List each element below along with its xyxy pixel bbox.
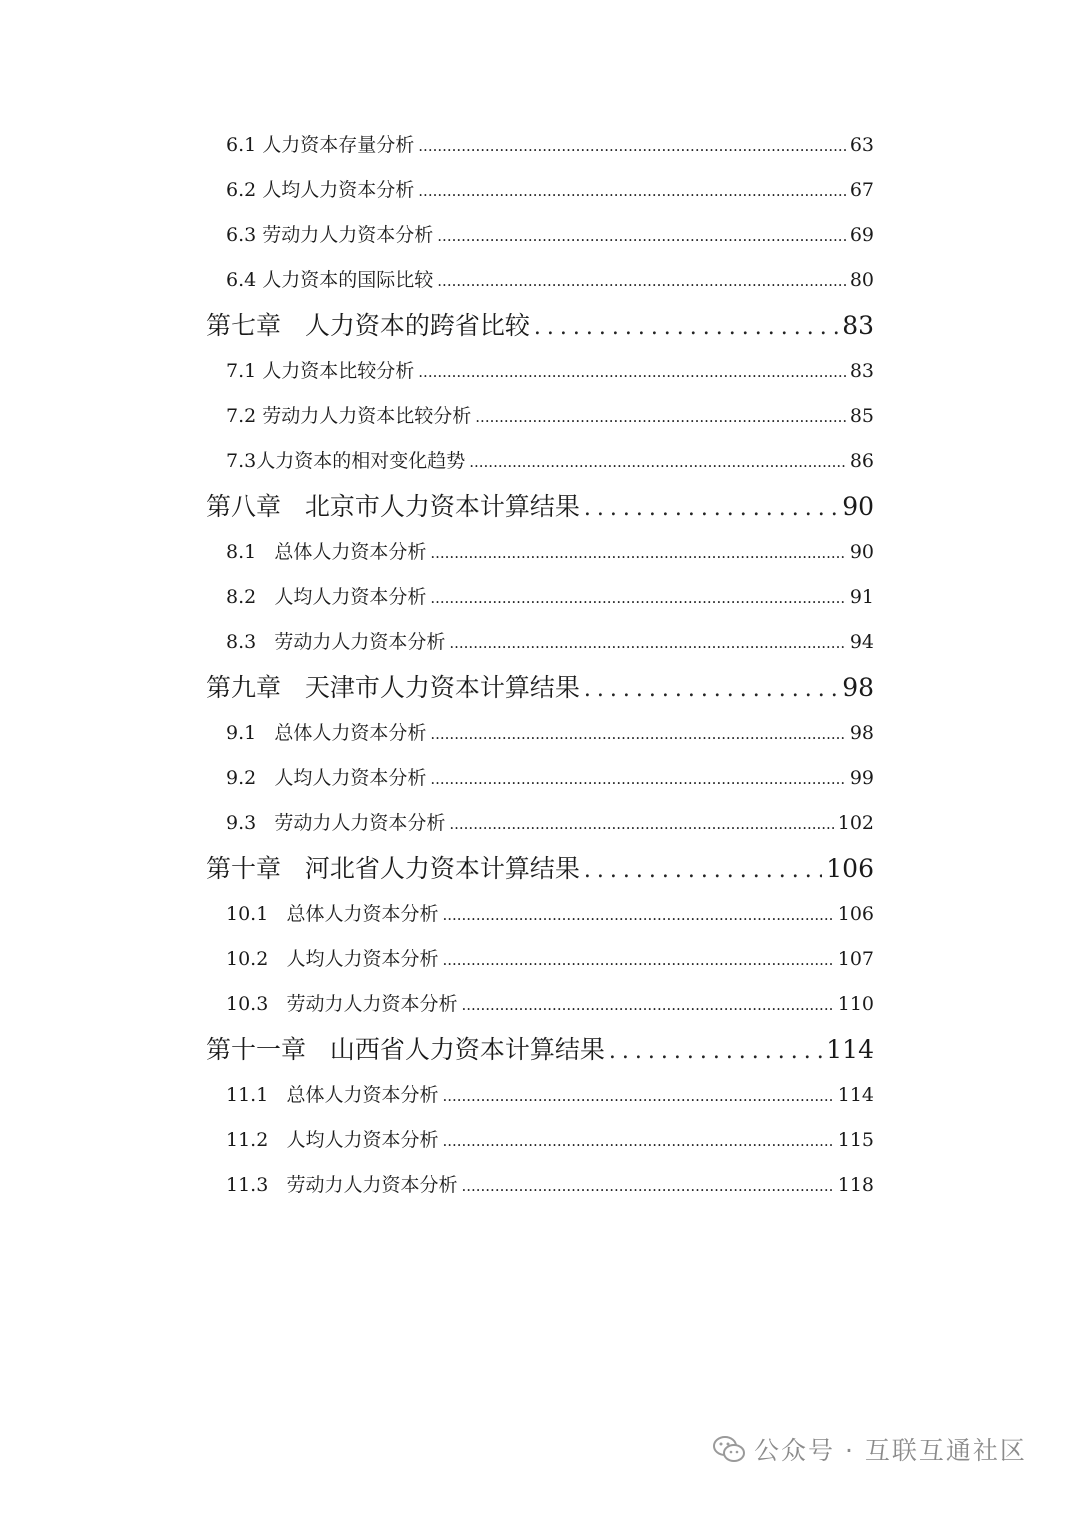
dot-leader: [418, 363, 846, 381]
toc-entry[interactable]: [226, 1080, 874, 1107]
chapter-title: 河北省人力资本计算结果: [304, 854, 580, 883]
page-number: 106: [837, 903, 874, 925]
dot-leader: [418, 137, 846, 155]
section-number: 7.2: [226, 405, 257, 427]
dot-leader: [469, 453, 846, 471]
toc-entry[interactable]: [226, 944, 874, 971]
page-number: 115: [837, 1129, 874, 1151]
chapter-number: 第八章: [206, 492, 282, 521]
section-number: 6.3: [226, 224, 257, 246]
page-number: 63: [849, 134, 874, 156]
section-number: 6.2: [226, 179, 257, 201]
section-number: 7.1: [226, 360, 257, 382]
toc-entry[interactable]: [226, 265, 874, 292]
page-number: 83: [842, 311, 874, 340]
toc-entry[interactable]: [226, 175, 874, 202]
section-title: 劳动力人力资本分析: [274, 812, 446, 834]
dot-leader: [449, 815, 833, 833]
section-number: 7.3: [226, 450, 257, 472]
page-number: 94: [849, 631, 874, 653]
page-number: 83: [849, 360, 874, 382]
dot-leader: [449, 634, 845, 652]
dot-leader: [609, 1039, 822, 1064]
dot-leader: [437, 227, 846, 245]
section-title: 劳动力人力资本分析: [286, 993, 458, 1015]
dot-leader: [442, 951, 833, 969]
page-number: 107: [837, 948, 874, 970]
page-number: 80: [849, 269, 874, 291]
dot-leader: [584, 858, 822, 883]
page-number: 86: [849, 450, 874, 472]
chapter-title: 天津市人力资本计算结果: [304, 673, 580, 702]
dot-leader: [534, 315, 838, 340]
section-title: 人均人力资本分析: [286, 948, 439, 970]
watermark: [712, 1429, 1027, 1469]
section-number: 11.3: [226, 1174, 269, 1196]
page-number: 106: [826, 854, 874, 883]
section-title: 人均人力资本分析: [286, 1129, 439, 1151]
section-title: 劳动力人力资本分析: [274, 631, 446, 653]
chapter-number: 第七章: [206, 311, 282, 340]
dot-leader: [430, 544, 845, 562]
section-title: 人均人力资本分析: [274, 586, 427, 608]
dot-leader: [442, 1132, 833, 1150]
toc-entry[interactable]: [226, 899, 874, 926]
toc-entry[interactable]: [226, 763, 874, 790]
toc-entry[interactable]: [226, 1170, 874, 1197]
section-title: 劳动力人力资本比较分析: [262, 405, 472, 427]
section-title: 人力资本比较分析: [262, 360, 415, 382]
dot-leader: [437, 272, 846, 290]
section-title: 人力资本的国际比较: [262, 269, 434, 291]
toc-chapter-entry[interactable]: [206, 306, 874, 342]
toc-entry[interactable]: [226, 401, 874, 428]
section-title: 总体人力资本分析: [274, 722, 427, 744]
section-title: 人均人力资本分析: [274, 767, 427, 789]
chapter-number: 第九章: [206, 673, 282, 702]
dot-leader: [461, 996, 833, 1014]
dot-leader: [430, 725, 845, 743]
chapter-title: 山西省人力资本计算结果: [329, 1035, 605, 1064]
toc-entry[interactable]: [226, 130, 874, 157]
toc-entry[interactable]: [226, 220, 874, 247]
dot-leader: [430, 770, 845, 788]
toc-chapter-entry[interactable]: [206, 668, 874, 704]
chapter-number: 第十一章: [206, 1035, 307, 1064]
toc-entry[interactable]: [226, 537, 874, 564]
section-number: 6.4: [226, 269, 257, 291]
page-number: 69: [849, 224, 874, 246]
toc-entry[interactable]: [226, 718, 874, 745]
section-number: 8.2: [226, 586, 257, 608]
toc-entry[interactable]: [226, 582, 874, 609]
section-title: 人力资本的相对变化趋势: [256, 450, 466, 472]
dot-leader: [584, 677, 838, 702]
section-number: 8.1: [226, 541, 257, 563]
toc-entry[interactable]: [226, 1125, 874, 1152]
toc-entry[interactable]: [226, 627, 874, 654]
dot-leader: [461, 1177, 833, 1195]
page-number: 91: [849, 586, 874, 608]
toc-chapter-entry[interactable]: [206, 487, 874, 523]
toc-chapter-entry[interactable]: [206, 1030, 874, 1066]
section-number: 9.1: [226, 722, 257, 744]
dot-leader: [430, 589, 845, 607]
section-number: 11.1: [226, 1084, 269, 1106]
page-number: 85: [849, 405, 874, 427]
section-number: 9.2: [226, 767, 257, 789]
page-number: 114: [837, 1084, 874, 1106]
dot-leader: [442, 906, 833, 924]
toc-chapter-entry[interactable]: [206, 849, 874, 885]
section-title: 劳动力人力资本分析: [286, 1174, 458, 1196]
section-title: 人均人力资本分析: [262, 179, 415, 201]
page-number: 67: [849, 179, 874, 201]
dot-leader: [442, 1087, 833, 1105]
toc-entry[interactable]: [226, 356, 874, 383]
toc-entry[interactable]: [226, 446, 874, 473]
section-number: 10.1: [226, 903, 269, 925]
page-number: 98: [842, 673, 874, 702]
page-number: 114: [826, 1035, 874, 1064]
dot-leader: [584, 496, 838, 521]
page-number: 118: [837, 1174, 874, 1196]
section-number: 11.2: [226, 1129, 269, 1151]
page-number: 90: [842, 492, 874, 521]
chapter-title: 人力资本的跨省比较: [304, 311, 530, 340]
section-title: 总体人力资本分析: [274, 541, 427, 563]
page-number: 110: [837, 993, 874, 1015]
section-number: 10.2: [226, 948, 269, 970]
toc-entry[interactable]: [226, 989, 874, 1016]
section-number: 8.3: [226, 631, 257, 653]
section-title: 总体人力资本分析: [286, 1084, 439, 1106]
dot-leader: [475, 408, 846, 426]
section-number: 9.3: [226, 812, 257, 834]
page-number: 99: [849, 767, 874, 789]
watermark-text: 公众号 · 互联互通社区: [754, 1436, 1027, 1465]
section-title: 人力资本存量分析: [262, 134, 415, 156]
section-number: 10.3: [226, 993, 269, 1015]
wechat-icon: [712, 1434, 746, 1464]
dot-leader: [418, 182, 846, 200]
section-title: 劳动力人力资本分析: [262, 224, 434, 246]
section-title: 总体人力资本分析: [286, 903, 439, 925]
chapter-title: 北京市人力资本计算结果: [304, 492, 580, 521]
page-number: 102: [837, 812, 874, 834]
chapter-number: 第十章: [206, 854, 282, 883]
section-number: 6.1: [226, 134, 257, 156]
page-number: 98: [849, 722, 874, 744]
toc-entry[interactable]: [226, 808, 874, 835]
page-number: 90: [849, 541, 874, 563]
